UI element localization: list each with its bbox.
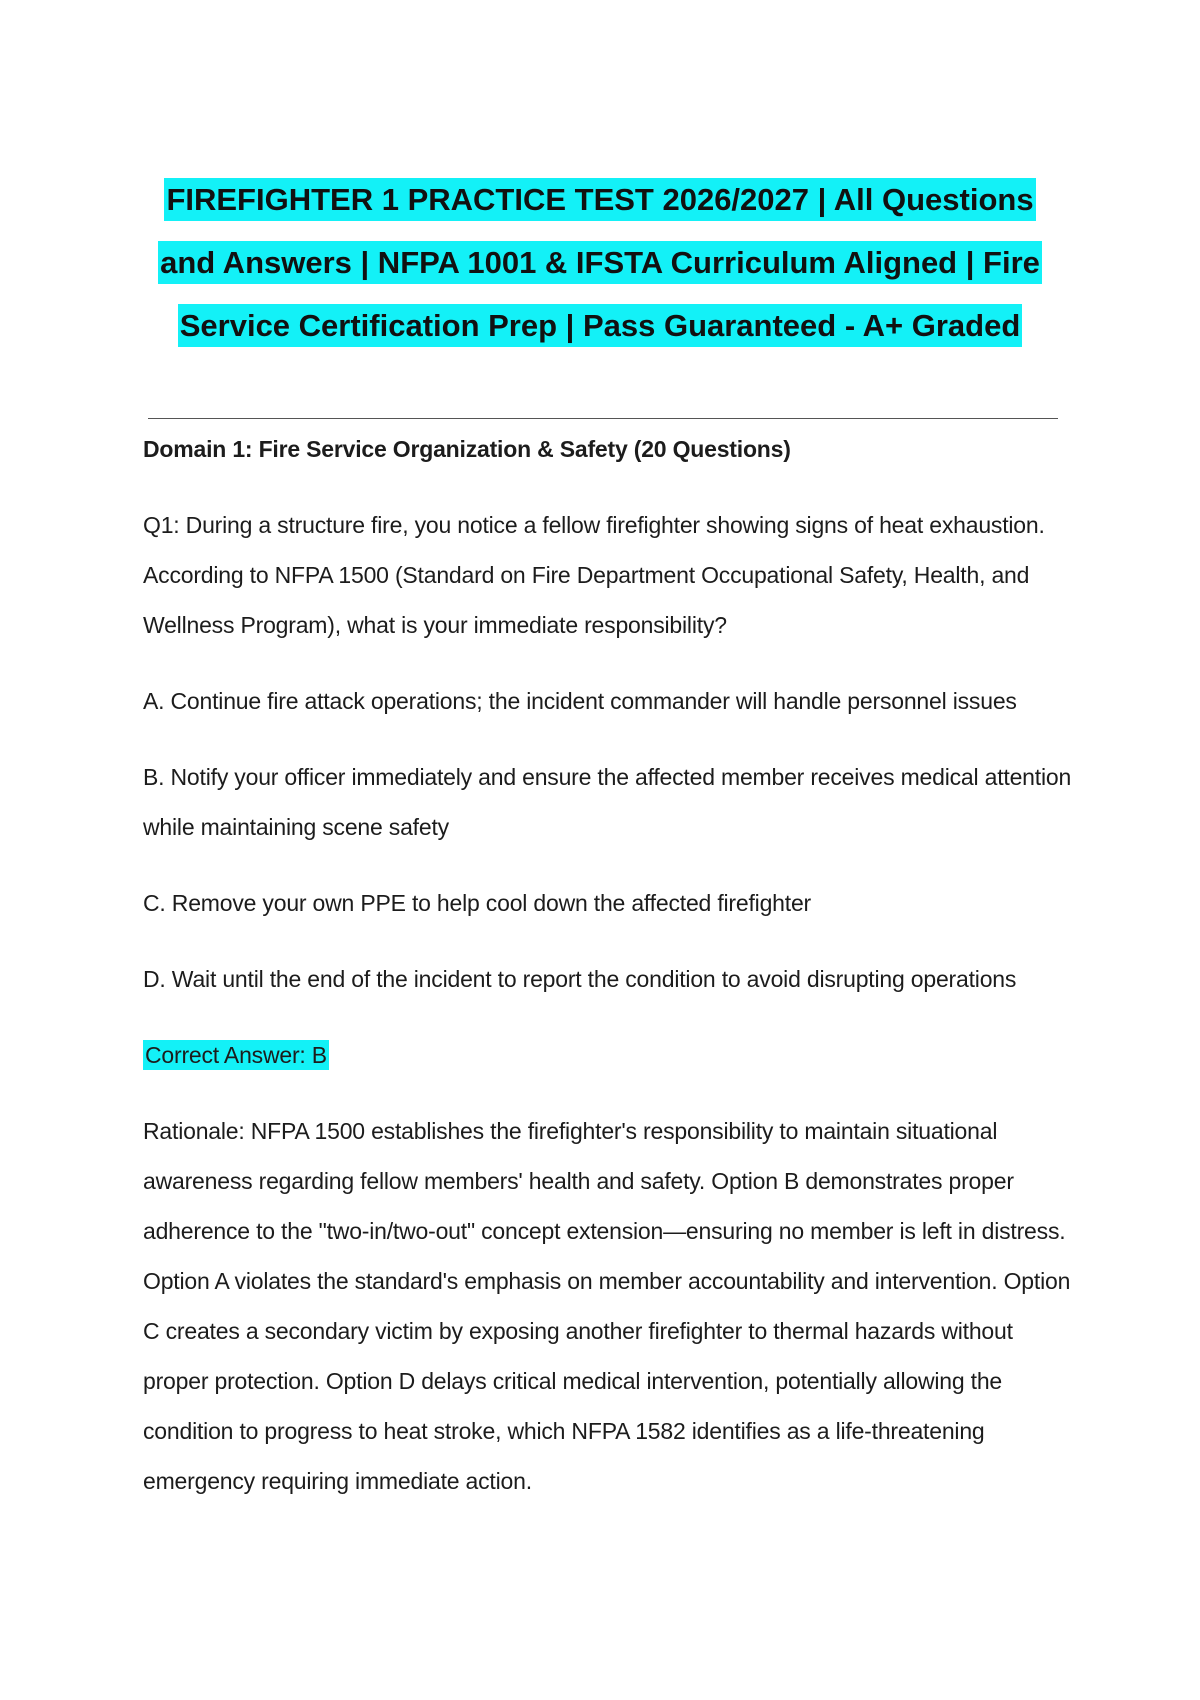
- option-d: D. Wait until the end of the incident to report the condition to avoid disrupting operations: [143, 966, 1017, 992]
- option-c: C. Remove your own PPE to help cool down the affected firefighter: [143, 890, 812, 916]
- question-text: Q1: During a structure fire, you notice a fellow firefighter showing signs of heat exhaustion. According to NFPA 1500 (Standard on Fire Department Occupational Safety, Health, and Wellness Program), what is your immediate responsibility?: [143, 512, 1045, 638]
- correct-answer: Correct Answer: B: [145, 1042, 327, 1068]
- rationale: Rationale: NFPA 1500 establishes the firefighter's responsibility to maintain situational awareness regarding fellow members' health and safety. Option B demonstrates proper adherence to the "two-in/two-out" concept extension—ensuring no member is left in distress. Option A violates the standard's emphasis on member accountability and intervention. Option C creates a secondary victim by exposing another firefighter to thermal hazards without proper protection. Option D delays critical medical intervention, potentially allowing the condition to progress to heat stroke, which NFPA 1582 identifies as a life-threatening emergency requiring immediate action.: [143, 1118, 1071, 1494]
- horizontal-divider: [148, 418, 1058, 419]
- document-body: [143, 424, 1073, 1532]
- document-title-text: FIREFIGHTER 1 PRACTICE TEST 2026/2027 | All Questions and Answers | NFPA 1001 & IFSTA Curriculum Aligned | Fire Service Certification Prep | Pass Guaranteed - A+ Graded: [158, 178, 1042, 347]
- correct-answer-line: [143, 1030, 1073, 1080]
- option-b: B. Notify your officer immediately and ensure the affected member receives medical attention while maintaining scene safety: [143, 764, 1072, 840]
- option-a: A. Continue fire attack operations; the incident commander will handle personnel issues: [143, 688, 1017, 714]
- document-title: [140, 168, 1060, 357]
- domain-heading: Domain 1: Fire Service Organization & Safety (20 Questions): [143, 436, 791, 462]
